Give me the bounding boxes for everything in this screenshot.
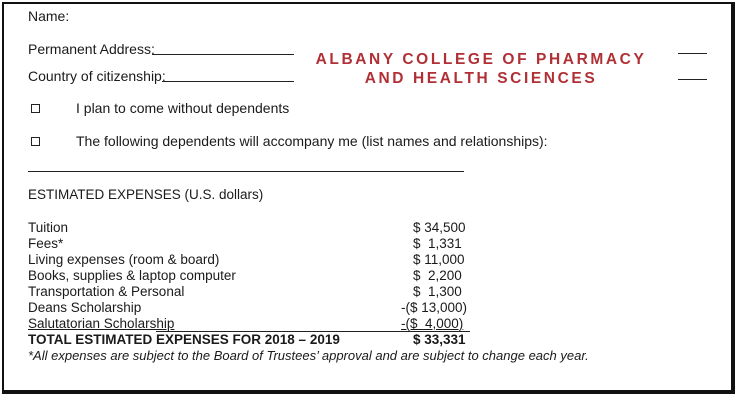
- total-label: TOTAL ESTIMATED EXPENSES FOR 2018 – 2019: [28, 332, 340, 347]
- total-amount: $ 33,331: [413, 332, 466, 347]
- expense-label: Deans Scholarship: [28, 300, 142, 315]
- footnote: *All expenses are subject to the Board of Trustees’ approval and are subject to change each year.: [28, 348, 589, 363]
- right-blank-line-2: [678, 79, 707, 80]
- expense-amount: -($ 13,000): [401, 300, 468, 315]
- expense-label: Fees*: [28, 236, 64, 251]
- expense-amount: $ 1,300: [413, 284, 462, 299]
- college-name-line2: AND HEALTH SCIENCES: [364, 70, 598, 87]
- expense-label: Transportation & Personal: [28, 284, 185, 299]
- expense-amount: $ 11,000: [413, 252, 465, 267]
- no-dependents-checkbox[interactable]: [31, 104, 40, 113]
- dependents-label: The following dependents will accompany me (list names and relationships):: [76, 133, 548, 149]
- expense-amount: $ 2,200: [413, 268, 462, 283]
- country-of-citizenship-label: Country of citizenship:: [28, 68, 166, 84]
- expense-amount: -($ 4,000): [401, 316, 464, 331]
- name-label: Name:: [28, 8, 70, 24]
- college-name-line1: ALBANY COLLEGE OF PHARMACY: [315, 51, 647, 68]
- permanent-address-field[interactable]: [152, 54, 294, 55]
- right-blank-line-1: [678, 53, 707, 54]
- expense-amount: $ 1,331: [413, 236, 462, 251]
- dependents-list-field[interactable]: [28, 171, 464, 172]
- expenses-heading: ESTIMATED EXPENSES (U.S. dollars): [28, 187, 264, 202]
- dependents-checkbox[interactable]: [31, 137, 40, 146]
- expense-amount: $ 34,500: [413, 220, 466, 235]
- expense-label: Tuition: [28, 220, 69, 235]
- permanent-address-label: Permanent Address:: [28, 41, 155, 57]
- expense-label: Salutatorian Scholarship: [28, 316, 175, 331]
- no-dependents-label: I plan to come without dependents: [76, 100, 290, 116]
- expense-label: Living expenses (room & board): [28, 252, 220, 267]
- country-of-citizenship-field[interactable]: [162, 81, 294, 82]
- expense-label: Books, supplies & laptop computer: [28, 268, 236, 283]
